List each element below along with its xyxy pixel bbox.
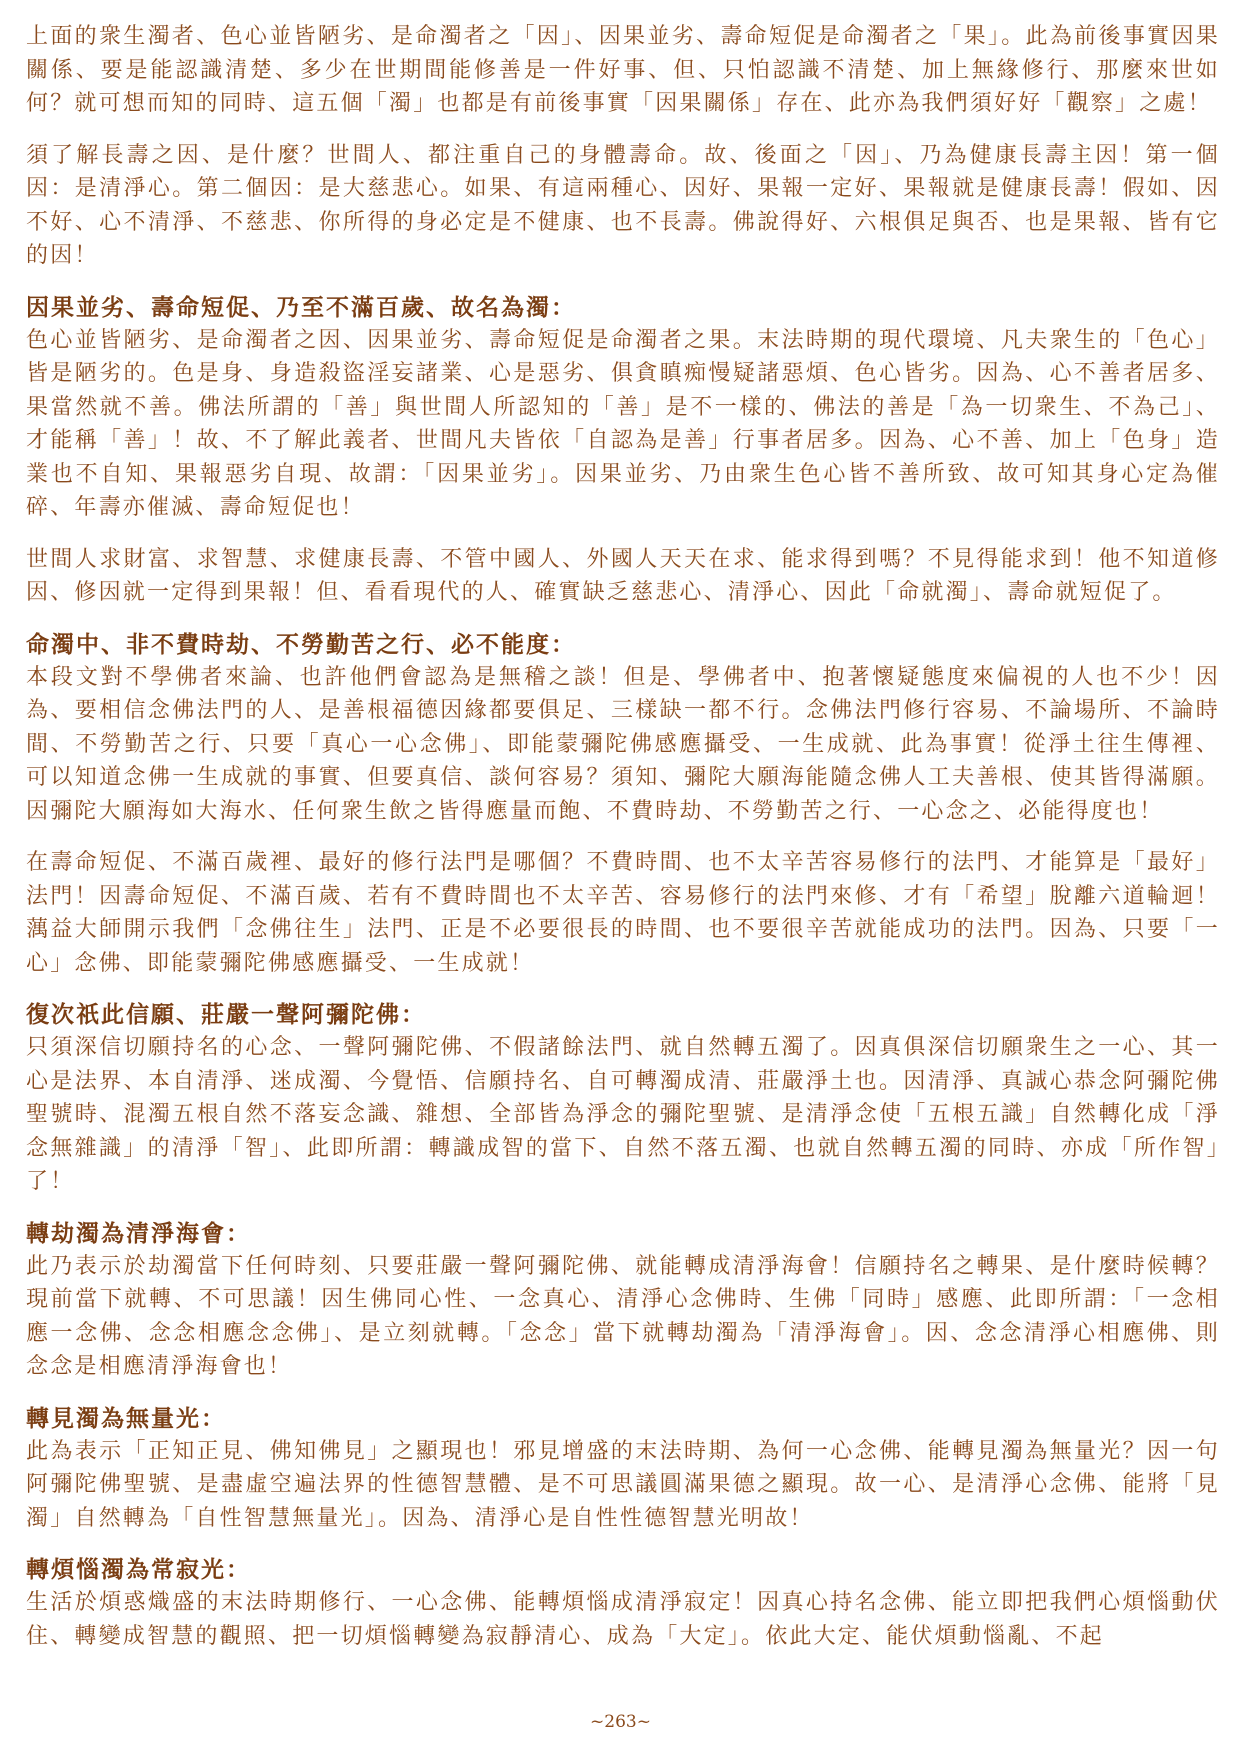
paragraph: 本段文對不學佛者來論、也許他們會認為是無稽之談！但是、學佛者中、抱著懷疑態度來偏視的人也不少！因為、要相信念佛法門的人、是善根福德因緣都要俱足、三樣缺一都不行。念佛法門修行容易、不論場所、不論時間、不勞勤苦之行、只要「真心一心念佛」、即能蒙彌陀佛感應攝受、一生成就、此為事實！從淨土往生傳裡、可以知道念佛一生成就的事實、但要真信、談何容易？須知、彌陀大願海能隨念佛人工夫善根、使其皆得滿願。因彌陀大願海如大海水、任何衆生飲之皆得應量而飽、不費時劫、不勞勤苦之行、一心念之、必能得度也！ [26,664,1220,824]
document-page [26,20,1220,1671]
paragraph: 此乃表示於劫濁當下任何時刻、只要莊嚴一聲阿彌陀佛、就能轉成清淨海會！信願持名之轉果、是什麼時候轉？現前當下就轉、不可思議！因生佛同心性、一念真心、清淨心念佛時、生佛「同時」感應、此即所謂：「一念相應一念佛、念念相應念念佛」、是立刻就轉。「念念」當下就轉劫濁為「清淨海會」。因、念念清淨心相應佛、則念念是相應清淨海會也！ [26,1253,1220,1379]
section-heading: 轉劫濁為清淨海會： [26,1219,251,1247]
paragraph: 色心並皆陋劣、是命濁者之因、因果並劣、壽命短促是命濁者之果。末法時期的現代環境、凡夫衆生的「色心」皆是陋劣的。色是身、身造殺盜淫妄諸業、心是惡劣、俱貪瞋痴慢疑諸惡煩、色心皆劣。因為、心不善者居多、果當然就不善。佛法所謂的「善」與世間人所認知的「善」是不一樣的、佛法的善是「為一切衆生、不為己」、才能稱「善」！故、不了解此義者、世間凡夫皆依「自認為是善」行事者居多。因為、心不善、加上「色身」造業也不自知、果報惡劣自現、故謂：「因果並劣」。因果並劣、乃由衆生色心皆不善所致、故可知其身心定為催碎、年壽亦催滅、壽命短促也！ [26,327,1220,520]
section-heading: 因果並劣、壽命短促、乃至不滿百歲、故名為濁： [26,293,576,321]
section-heading: 轉見濁為無量光： [26,1404,226,1432]
section-heading: 復次祇此信願、莊嚴一聲阿彌陀佛： [26,1001,426,1028]
paragraph: 生活於煩惑熾盛的末法時期修行、一心念佛、能轉煩惱成清淨寂定！因真心持名念佛、能立即把我們心煩惱動伏住、轉變成智慧的觀照、把一切煩惱轉變為寂靜清心、成為「大定」。依此大定、能伏煩動惱亂、不起 [26,1590,1220,1649]
paragraph: 須了解長壽之因、是什麼？世間人、都注重自己的身體壽命。故、後面之「因」、乃為健康長壽主因！第一個因：是清淨心。第二個因：是大慈悲心。如果、有這兩種心、因好、果報一定好、果報就是健康長壽！假如、因不好、心不清淨、不慈悲、你所得的身必定是不健康、也不長壽。佛說得好、六根俱足與否、也是果報、皆有它的因！ [26,142,1220,268]
page-number: ~263~ [590,1712,651,1732]
paragraph: 上面的衆生濁者、色心並皆陋劣、是命濁者之「因」、因果並劣、壽命短促是命濁者之「果」。此為前後事實因果關係、要是能認識清楚、多少在世期間能修善是一件好事、但、只怕認識不清楚、加上無緣修行、那麼來世如何？就可想而知的同時、這五個「濁」也都是有前後事實「因果關係」存在、此亦為我們須好好「觀察」之處！ [26,24,1220,116]
section-heading: 轉煩惱濁為常寂光： [26,1556,251,1583]
section-heading: 命濁中、非不費時劫、不勞勤苦之行、必不能度： [26,630,576,658]
paragraph: 只須深信切願持名的心念、一聲阿彌陀佛、不假諸餘法門、就自然轉五濁了。因真俱深信切願衆生之一心、其一心是法界、本自清淨、迷成濁、今覺悟、信願持名、自可轉濁成清、莊嚴淨土也。因清淨、真誠心恭念阿彌陀佛聖號時、混濁五根自然不落妄念識、雜想、全部皆為淨念的彌陀聖號、是清淨念使「五根五識」自然轉化成「淨念無雜識」的清淨「智」、此即所謂：轉識成智的當下、自然不落五濁、也就自然轉五濁的同時、亦成「所作智」了！ [26,1035,1220,1194]
paragraph: 此為表示「正知正見、佛知佛見」之顯現也！邪見增盛的末法時期、為何一心念佛、能轉見濁為無量光？因一句阿彌陀佛聖號、是盡虛空遍法界的性德智慧體、是不可思議圓滿果德之顯現。故一心、是清淨心念佛、能將「見濁」自然轉為「自性智慧無量光」。因為、清淨心是自性性德智慧光明故！ [26,1438,1220,1531]
paragraph: 世間人求財富、求智慧、求健康長壽、不管中國人、外國人天天在求、能求得到嗎？不見得能求到！他不知道修因、修因就一定得到果報！但、看看現代的人、確實缺乏慈悲心、清淨心、因此「命就濁」、壽命就短促了。 [26,546,1220,605]
paragraph: 在壽命短促、不滿百歲裡、最好的修行法門是哪個？不費時間、也不太辛苦容易修行的法門、才能算是「最好」法門！因壽命短促、不滿百歲、若有不費時間也不太辛苦、容易修行的法門來修、才有「希望」脫離六道輪迴！蕅益大師開示我們「念佛往生」法門、正是不必要很長的時間、也不要很辛苦就能成功的法門。因為、只要「一心」念佛、即能蒙彌陀佛感應攝受、一生成就！ [26,850,1220,976]
